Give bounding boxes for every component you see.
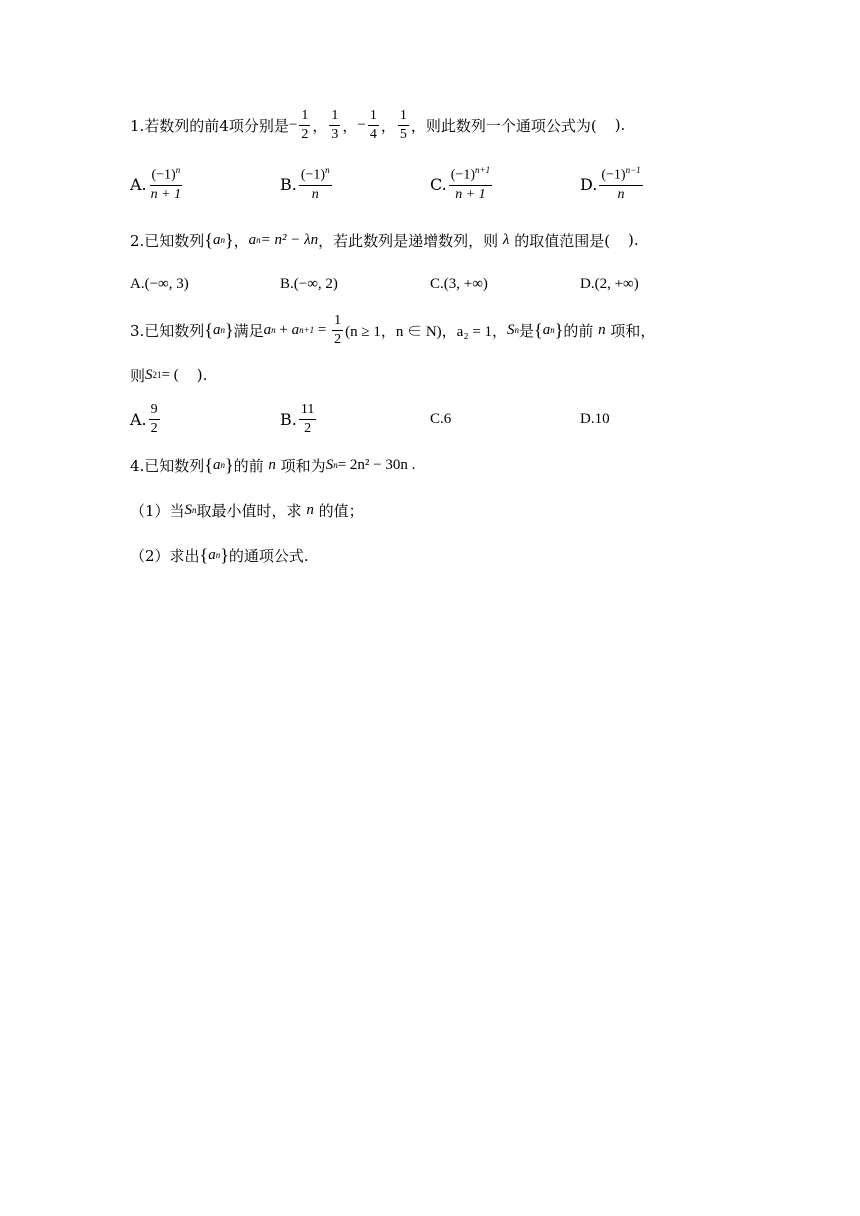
q1-option-b: B. $\frac{(-1)^n}{n}$ bbox=[280, 165, 330, 202]
q3-option-d: D. 10 bbox=[580, 410, 610, 427]
question-4: 4.已知数列 { a n } 的前 n 项和为 S n = 2n² − 30n . bbox=[130, 454, 416, 475]
q1-option-c: C. $\frac{(-1)^{n+1}}{n + 1}$ bbox=[430, 165, 491, 202]
q1-prefix: 1.若数列的前4项分别是 bbox=[130, 116, 289, 135]
q1-term4: $\frac{1}{5}$ bbox=[399, 107, 407, 142]
q1-close: ). bbox=[614, 116, 626, 134]
q1-term1-sign: − bbox=[288, 116, 298, 133]
q2-text: ，若此数列是递增数列，则 bbox=[318, 231, 499, 250]
q2-formula-a: a bbox=[248, 231, 257, 248]
q1-suffix: ，则此数列一个通项公式为( bbox=[410, 116, 597, 135]
q2-option-c: C. (3, +∞) bbox=[430, 275, 488, 292]
q2-option-d: D. (2, +∞) bbox=[580, 275, 639, 292]
q2-option-b: B. (−∞, 2) bbox=[280, 275, 338, 292]
q3-half: $\frac{1}{2}$ bbox=[334, 312, 342, 347]
q1-term2: $\frac{1}{3}$ bbox=[331, 107, 339, 142]
question-4-part-2: （2）求出 { a n } 的通项公式. bbox=[130, 544, 309, 565]
q3-option-a: A. $\frac{9}{2}$ bbox=[130, 401, 158, 436]
q1-option-a: A. $\frac{(-1)^n}{n + 1}$ bbox=[130, 165, 182, 202]
q3-option-b: B. $\frac{11}{2}$ bbox=[280, 401, 315, 436]
q2-formula: = n² − λn bbox=[260, 231, 319, 248]
q1-term3-sign: − bbox=[357, 116, 366, 133]
q1-term1: $\frac{1}{2}$ bbox=[301, 107, 309, 142]
q2-prefix: 2.已知数列 bbox=[130, 231, 205, 250]
q3-conditions: (n ≥ 1，n ∈ N)，a₂ = 1， bbox=[345, 323, 508, 340]
q3-option-c: C. 6 bbox=[430, 410, 452, 427]
q4-formula: = 2n² − 30n . bbox=[337, 456, 416, 473]
question-3: 3.已知数列 { a n } 满足 a n + a n+1 = $\frac{1}{2}$ (n ≥ 1，n ∈ N)，a₂ = 1， S n 是 { a n } 的前 n 项和， bbox=[130, 312, 656, 347]
q1-term3: $\frac{1}{4}$ bbox=[369, 107, 377, 142]
q1-option-d: D. $\frac{(-1)^{n-1}}{n}$ bbox=[580, 165, 641, 202]
question-4-part-1: （1）当 S n 取最小值时，求 n 的值； bbox=[130, 501, 364, 520]
q2-option-a: A. (−∞, 3) bbox=[130, 275, 189, 292]
question-2: 2.已知数列 { a n } ， a n = n² − λn ，若此数列是递增数列，则 λ 的取值范围是( ). bbox=[130, 229, 639, 250]
question-3-line-2: 则 S 21 = ( ). bbox=[130, 366, 208, 385]
question-1: 1.若数列的前4项分别是 − $\frac{1}{2}$ ， $\frac{1}{3}$ ， − $\frac{1}{4}$ ， $\frac{1}{5}$ ，则此数列一个通项公式为( ). bbox=[130, 107, 626, 142]
